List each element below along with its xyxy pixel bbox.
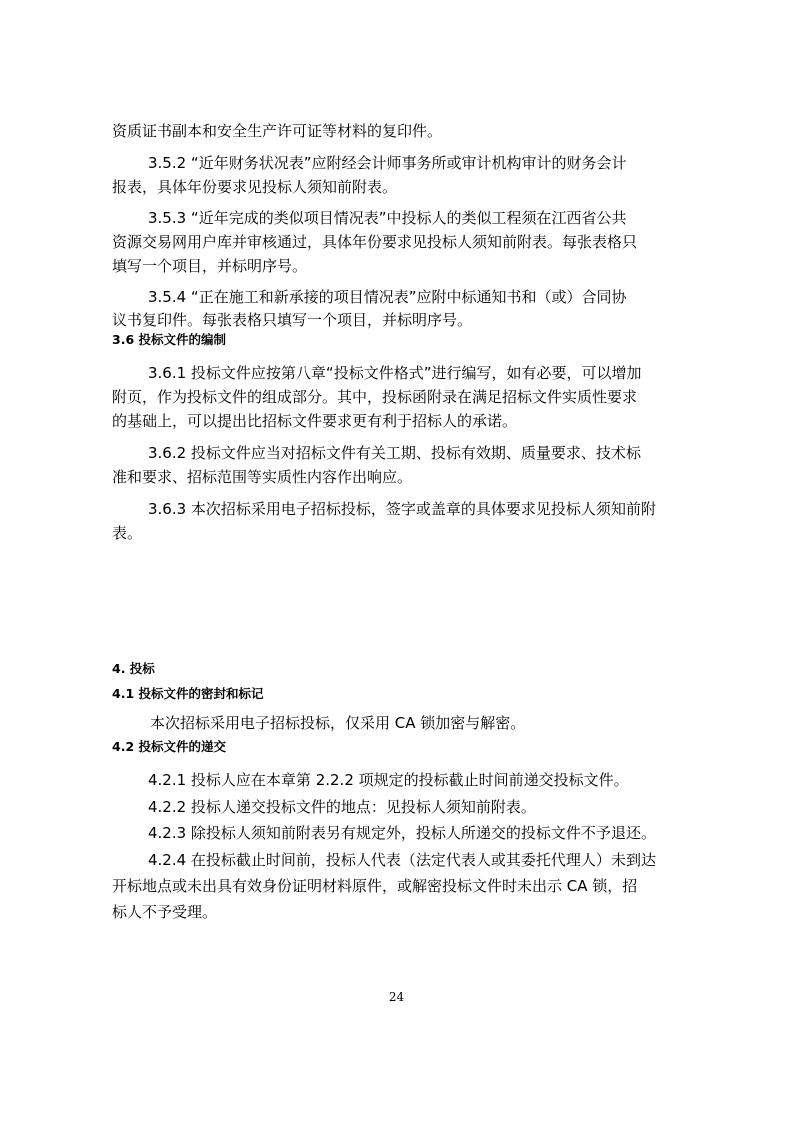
chapter-heading: 4. 投标 (112, 661, 155, 676)
paragraph-line: 表。 (112, 524, 143, 542)
section-heading: 4.1 投标文件的密封和标记 (112, 686, 264, 701)
paragraph-line: 3.5.3 “近年完成的类似项目情况表”中投标人的类似工程须在江西省公共 (148, 209, 627, 227)
paragraph-line: 资质证书副本和安全生产许可证等材料的复印件。 (112, 122, 443, 140)
paragraph-line: 报表，具体年份要求见投标人须知前附表。 (112, 178, 398, 196)
paragraph-line: 本次招标采用电子招标投标，仅采用 CA 锁加密与解密。 (150, 714, 526, 732)
paragraph-line: 4.2.3 除投标人须知前附表另有规定外，投标人所递交的投标文件不予退还。 (148, 824, 656, 842)
paragraph-line: 填写一个项目，并标明序号。 (112, 257, 308, 275)
paragraph-line: 3.5.4 “正在施工和新承接的项目情况表”应附中标通知书和（或）合同协 (148, 288, 627, 306)
paragraph-line: 4.2.1 投标人应在本章第 2.2.2 项规定的投标截止时间前递交投标文件。 (148, 771, 629, 789)
paragraph-line: 4.2.4 在投标截止时间前，投标人代表（法定代表人或其委托代理人）未到达 (148, 851, 656, 869)
paragraph-line: 4.2.2 投标人递交投标文件的地点：见投标人须知前附表。 (148, 798, 536, 816)
page-number: 24 (388, 990, 405, 1004)
paragraph-line: 开标地点或未出具有效身份证明材料原件，或解密投标文件时未出示 CA 锁，招 (112, 877, 638, 895)
paragraph-line: 资源交易网用户库并审核通过，具体年份要求见投标人须知前附表。每张表格只 (112, 233, 638, 251)
paragraph-line: 3.5.2 “近年财务状况表”应附经会计师事务所或审计机构审计的财务会计 (148, 154, 627, 172)
paragraph-line: 3.6.3 本次招标采用电子招标投标，签字或盖章的具体要求见投标人须知前附 (148, 500, 656, 518)
section-heading: 3.6 投标文件的编制 (112, 332, 226, 347)
paragraph-line: 附页，作为投标文件的组成部分。其中，投标函附录在满足招标文件实质性要求 (112, 388, 638, 406)
paragraph-line: 议书复印件。每张表格只填写一个项目，并标明序号。 (112, 311, 473, 329)
section-heading: 4.2 投标文件的递交 (112, 739, 226, 754)
paragraph-line: 标人不予受理。 (112, 903, 218, 921)
paragraph-line: 准和要求、招标范围等实质性内容作出响应。 (112, 468, 413, 486)
paragraph-line: 3.6.1 投标文件应按第八章“投标文件格式”进行编写，如有必要，可以增加 (148, 364, 642, 382)
paragraph-line: 3.6.2 投标文件应当对招标文件有关工期、投标有效期、质量要求、技术标 (148, 444, 641, 462)
paragraph-line: 的基础上，可以提出比招标文件要求更有利于招标人的承诺。 (112, 412, 518, 430)
